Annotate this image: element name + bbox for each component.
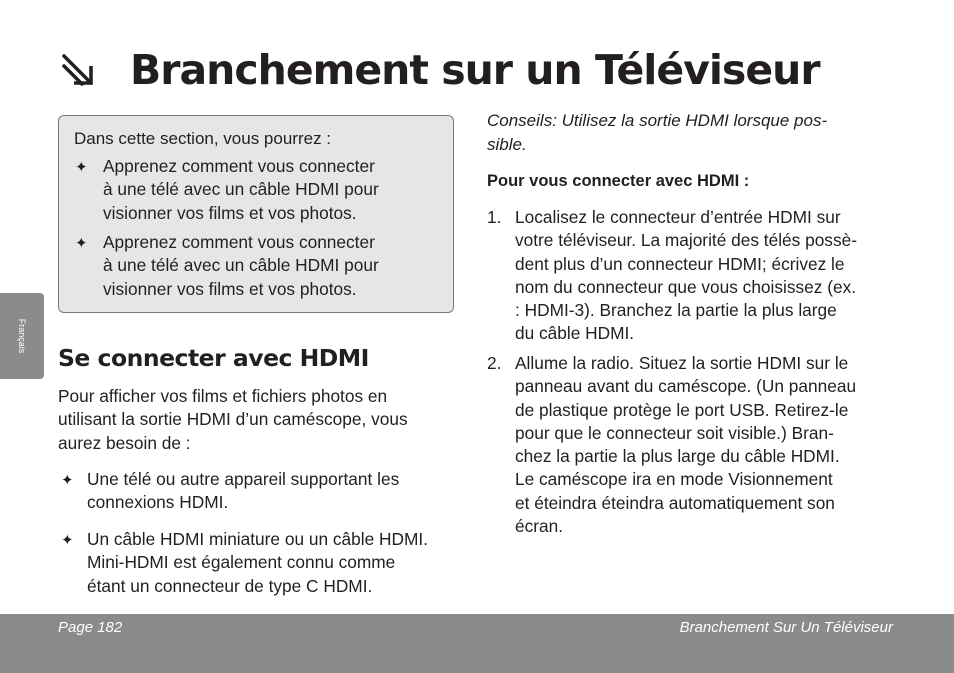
language-tab-label: Français [17, 318, 27, 354]
language-tab [0, 293, 44, 379]
requirement-bullet: Un câble HDMI miniature ou un câble HDMI. Mini-HDMI est également connu comme étant un connecteur de type C HDMI. [87, 529, 428, 596]
section-heading: Se connecter avec HDMI [58, 344, 369, 372]
page-title: Branchement sur un Téléviseur [130, 46, 820, 94]
step-text: Localisez le connecteur d’entrée HDMI sur votre téléviseur. La majorité des télés possè- dent plus d’un connecteur HDMI; écrivez le nom du connecteur que vous choisissez (ex. : HDMI-3). Branchez la partie la plus large du câble HDMI. [515, 207, 857, 344]
summary-bullet: Apprenez comment vous connecter à une télé avec un câble HDMI pour visionner vos films et vos photos. [103, 156, 379, 223]
step-text: Allume la radio. Situez la sortie HDMI sur le panneau avant du caméscope. (Un panneau de plastique protège le port USB. Retirez-le pour que le connecteur soit visible.) Bran- chez la partie la plus large du câble HDMI. Le caméscope ira en mode Visionnement et éteindra éteindra automatiquement son écran. [515, 353, 857, 537]
summary-intro: Dans cette section, vous pourrez : [74, 129, 332, 148]
step-number: 2. [487, 353, 502, 373]
step-number: 1. [487, 207, 502, 227]
arrow-down-right-icon [60, 52, 96, 88]
four-point-star-icon: ✦ [61, 472, 74, 489]
page-number: Page 182 [58, 619, 123, 636]
steps-heading: Pour vous connecter avec HDMI : [487, 172, 750, 190]
four-point-star-icon: ✦ [75, 235, 88, 252]
four-point-star-icon: ✦ [61, 532, 74, 549]
footer-chapter-title: Branchement Sur Un Téléviseur [679, 619, 893, 636]
tip-text: Conseils: Utilisez la sortie HDMI lorsque pos- sible. [487, 111, 828, 154]
section-intro: Pour afficher vos films et fichiers photos en utilisant la sortie HDMI d’un caméscope, vous aurez besoin de : [58, 386, 408, 453]
requirement-bullet: Une télé ou autre appareil supportant les connexions HDMI. [87, 469, 400, 513]
summary-box [58, 115, 454, 313]
page-footer [0, 614, 954, 673]
four-point-star-icon: ✦ [75, 159, 88, 176]
summary-bullet: Apprenez comment vous connecter à une télé avec un câble HDMI pour visionner vos films et vos photos. [103, 232, 379, 299]
